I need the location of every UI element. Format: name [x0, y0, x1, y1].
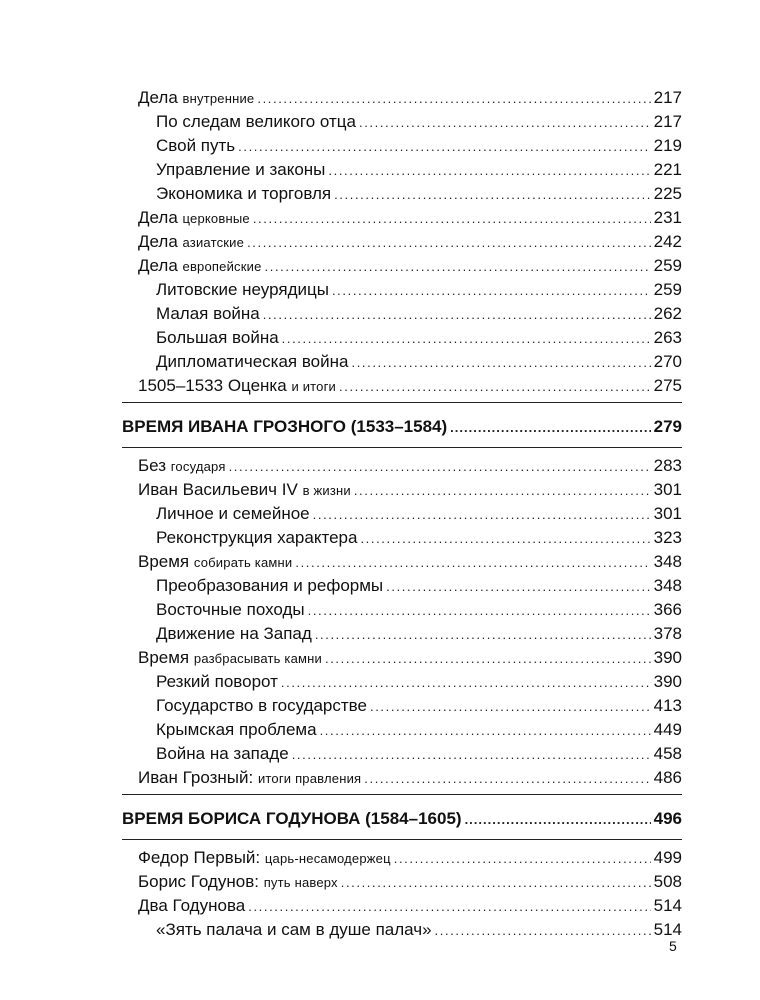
- toc-chapter: [122, 870, 682, 894]
- toc-entry-title: [138, 374, 336, 399]
- dot-leader: [332, 279, 651, 303]
- toc-page-number: 378: [653, 624, 682, 643]
- toc-chapter: [122, 454, 682, 478]
- toc-entry-title-smallcaps: итоги правления: [257, 771, 362, 786]
- toc-page-number: 259: [653, 256, 682, 275]
- toc-entry-title-lead: Федор Первый:: [138, 848, 261, 867]
- dot-leader: [295, 551, 650, 575]
- toc-section: [122, 622, 682, 646]
- toc-entry-title-lead: Дела: [138, 256, 178, 275]
- dot-leader: [320, 719, 651, 743]
- toc-page-number: 486: [653, 768, 682, 787]
- toc-entry-title: [138, 766, 361, 791]
- toc-section: [122, 134, 682, 158]
- toc-section: [122, 350, 682, 374]
- dot-leader: [265, 255, 651, 279]
- toc-entry-title-lead: Время: [138, 552, 190, 571]
- toc-section: [122, 574, 682, 598]
- toc-entry-title: [138, 894, 245, 918]
- toc-entry-title: [156, 302, 260, 326]
- toc-page-number: 514: [653, 920, 682, 939]
- table-of-contents: [122, 86, 682, 942]
- toc-page-number: 449: [653, 720, 682, 739]
- toc-entry-title: [138, 254, 262, 279]
- toc-entry-title-smallcaps: государя: [170, 459, 226, 474]
- dot-leader: [315, 623, 651, 647]
- toc-entry-title-lead: Дела: [138, 88, 178, 107]
- toc-chapter: [122, 550, 682, 574]
- toc-section: [122, 526, 682, 550]
- toc-entry-title: [156, 526, 357, 550]
- toc-entry-title-smallcaps: и итоги: [291, 379, 337, 394]
- toc-entry-title: [156, 158, 325, 182]
- dot-leader: [292, 743, 651, 767]
- dot-leader: [450, 414, 650, 442]
- dot-leader: [325, 647, 651, 671]
- toc-entry-title-smallcaps: европейские: [182, 259, 262, 274]
- toc-entry-title: [138, 646, 322, 671]
- part-divider-rule: [122, 839, 682, 840]
- toc-page-number: 496: [653, 809, 682, 828]
- toc-page-number: 508: [653, 872, 682, 891]
- toc-entry-title-lead: Иван Грозный:: [138, 768, 254, 787]
- toc-page-number: 263: [653, 328, 682, 347]
- toc-section: [122, 742, 682, 766]
- toc-part-heading: [122, 805, 682, 833]
- toc-entry-title-lead: Малая война: [156, 304, 260, 323]
- toc-entry-title: [156, 694, 367, 718]
- toc-section: [122, 670, 682, 694]
- toc-entry-title-lead: Свой путь: [156, 136, 236, 155]
- toc-chapter: [122, 646, 682, 670]
- toc-page-number: 348: [653, 552, 682, 571]
- toc-entry-title: [156, 622, 312, 646]
- toc-section: [122, 182, 682, 206]
- toc-section: [122, 278, 682, 302]
- toc-page-number: 279: [653, 417, 682, 436]
- toc-entry-title-smallcaps: внутренние: [182, 91, 255, 106]
- toc-page-number: 259: [653, 280, 682, 299]
- toc-entry-title: [138, 206, 250, 231]
- toc-page-number: 221: [653, 160, 682, 179]
- toc-chapter: [122, 374, 682, 398]
- toc-page-number: 262: [653, 304, 682, 323]
- toc-chapter: [122, 894, 682, 918]
- toc-entry-title-lead: Борис Годунов:: [138, 872, 259, 891]
- toc-page-number: 301: [653, 480, 682, 499]
- toc-page-number: 348: [653, 576, 682, 595]
- dot-leader: [253, 207, 651, 231]
- toc-entry-title-lead: ВРЕМЯ БОРИСА ГОДУНОВА (1584–1605): [122, 809, 462, 828]
- toc-entry-title: [138, 86, 254, 111]
- toc-entry-title-smallcaps: азиатские: [182, 235, 245, 250]
- toc-page-number: 219: [653, 136, 682, 155]
- toc-entry-title: [156, 134, 235, 158]
- toc-page-number: 242: [653, 232, 682, 251]
- toc-page-number: 225: [653, 184, 682, 203]
- part-divider-rule: [122, 447, 682, 448]
- toc-section: [122, 694, 682, 718]
- toc-entry-title-lead: 1505–1533 Оценка: [138, 376, 287, 395]
- toc-entry-title-smallcaps: в жизни: [302, 483, 351, 498]
- toc-entry-title: [156, 182, 331, 206]
- toc-page-number: 270: [653, 352, 682, 371]
- toc-section: [122, 502, 682, 526]
- toc-page-number: 217: [653, 88, 682, 107]
- dot-leader: [263, 303, 651, 327]
- dot-leader: [328, 159, 650, 183]
- toc-entry-title-lead: Большая война: [156, 328, 279, 347]
- toc-section: [122, 598, 682, 622]
- toc-entry-title-lead: Два Годунова: [138, 896, 246, 915]
- toc-chapter: [122, 478, 682, 502]
- toc-entry-title-lead: Крымская проблема: [156, 720, 317, 739]
- dot-leader: [339, 375, 651, 399]
- toc-entry-title: [156, 278, 329, 302]
- toc-chapter: [122, 254, 682, 278]
- toc-entry-title: [156, 742, 289, 766]
- toc-entry-title: [156, 326, 279, 350]
- toc-entry-title: [156, 670, 278, 694]
- toc-entry-title-lead: Время: [138, 648, 190, 667]
- toc-entry-title-lead: Восточные походы: [156, 600, 305, 619]
- toc-page-number: 390: [653, 648, 682, 667]
- toc-entry-title-smallcaps: путь наверх: [263, 875, 338, 890]
- toc-entry-title: [156, 918, 432, 942]
- toc-page-number: 499: [653, 848, 682, 867]
- toc-entry-title-lead: Экономика и торговля: [156, 184, 332, 203]
- dot-leader: [248, 895, 650, 919]
- dot-leader: [435, 919, 651, 943]
- toc-section: [122, 302, 682, 326]
- toc-entry-title-lead: Управление и законы: [156, 160, 326, 179]
- toc-page-number: 366: [653, 600, 682, 619]
- toc-entry-title-lead: Война на западе: [156, 744, 289, 763]
- toc-entry-title-lead: По следам великого отца: [156, 112, 356, 131]
- dot-leader: [370, 695, 651, 719]
- toc-page-number: 390: [653, 672, 682, 691]
- dot-leader: [247, 231, 651, 255]
- toc-entry-title: [138, 230, 244, 255]
- dot-leader: [334, 183, 651, 207]
- dot-leader: [351, 351, 650, 375]
- toc-entry-title-lead: Личное и семейное: [156, 504, 310, 523]
- toc-entry-title-lead: ВРЕМЯ ИВАНА ГРОЗНОГО (1533–1584): [122, 417, 448, 436]
- dot-leader: [360, 527, 650, 551]
- part-divider-rule: [122, 402, 682, 403]
- toc-entry-title: [138, 846, 391, 871]
- toc-chapter: [122, 846, 682, 870]
- toc-entry-title: [138, 454, 226, 479]
- toc-entry-title-lead: Реконструкция характера: [156, 528, 358, 547]
- toc-section: [122, 158, 682, 182]
- dot-leader: [364, 767, 650, 791]
- toc-page-number: 283: [653, 456, 682, 475]
- toc-entry-title-lead: Резкий поворот: [156, 672, 278, 691]
- toc-chapter: [122, 206, 682, 230]
- toc-entry-title: [156, 110, 356, 134]
- toc-entry-title-lead: Иван Васильевич IV: [138, 480, 298, 499]
- dot-leader: [341, 871, 651, 895]
- toc-entry-title: [156, 350, 348, 374]
- dot-leader: [313, 503, 651, 527]
- dot-leader: [281, 671, 651, 695]
- page-number: 5: [669, 938, 677, 954]
- dot-leader: [354, 479, 651, 503]
- dot-leader: [238, 135, 650, 159]
- dot-leader: [394, 847, 651, 871]
- toc-section: [122, 718, 682, 742]
- toc-entry-title-lead: Движение на Запад: [156, 624, 312, 643]
- toc-entry-title-lead: Без: [138, 456, 167, 475]
- toc-page-number: 514: [653, 896, 682, 915]
- toc-entry-title: [138, 550, 292, 575]
- toc-chapter: [122, 86, 682, 110]
- toc-page-number: 275: [653, 376, 682, 395]
- toc-entry-title: [156, 574, 383, 598]
- dot-leader: [308, 599, 651, 623]
- toc-page-number: 217: [653, 112, 682, 131]
- toc-entry-title: [138, 478, 351, 503]
- dot-leader: [386, 575, 650, 599]
- toc-entry-title-smallcaps: разбрасывать камни: [193, 651, 322, 666]
- dot-leader: [465, 806, 651, 834]
- dot-leader: [257, 87, 650, 111]
- toc-entry-title: [156, 598, 305, 622]
- toc-chapter: [122, 230, 682, 254]
- dot-leader: [282, 327, 651, 351]
- toc-entry-title-smallcaps: царь-несамодержец: [264, 851, 391, 866]
- toc-entry-title: [138, 870, 338, 895]
- toc-entry-title-smallcaps: собирать камни: [193, 555, 293, 570]
- toc-entry-title: [122, 413, 447, 441]
- dot-leader: [229, 455, 651, 479]
- toc-page-number: 458: [653, 744, 682, 763]
- toc-page-number: 301: [653, 504, 682, 523]
- part-divider-rule: [122, 794, 682, 795]
- dot-leader: [359, 111, 651, 135]
- toc-part-heading: [122, 413, 682, 441]
- toc-chapter: [122, 766, 682, 790]
- toc-entry-title-lead: «Зять палача и сам в душе палач»: [156, 920, 432, 939]
- toc-section: [122, 326, 682, 350]
- toc-section: [122, 110, 682, 134]
- toc-entry-title-lead: Преобразования и реформы: [156, 576, 384, 595]
- toc-entry-title-lead: Дела: [138, 232, 178, 251]
- toc-entry-title: [156, 718, 317, 742]
- toc-entry-title-smallcaps: церковные: [182, 211, 250, 226]
- toc-page-number: 413: [653, 696, 682, 715]
- toc-entry-title: [156, 502, 310, 526]
- toc-entry-title: [122, 805, 462, 833]
- toc-entry-title-lead: Государство в государстве: [156, 696, 367, 715]
- toc-entry-title-lead: Дела: [138, 208, 178, 227]
- toc-entry-title-lead: Дипломатическая война: [156, 352, 349, 371]
- toc-entry-title-lead: Литовские неурядицы: [156, 280, 329, 299]
- toc-section: [122, 918, 682, 942]
- toc-page-number: 231: [653, 208, 682, 227]
- toc-page-number: 323: [653, 528, 682, 547]
